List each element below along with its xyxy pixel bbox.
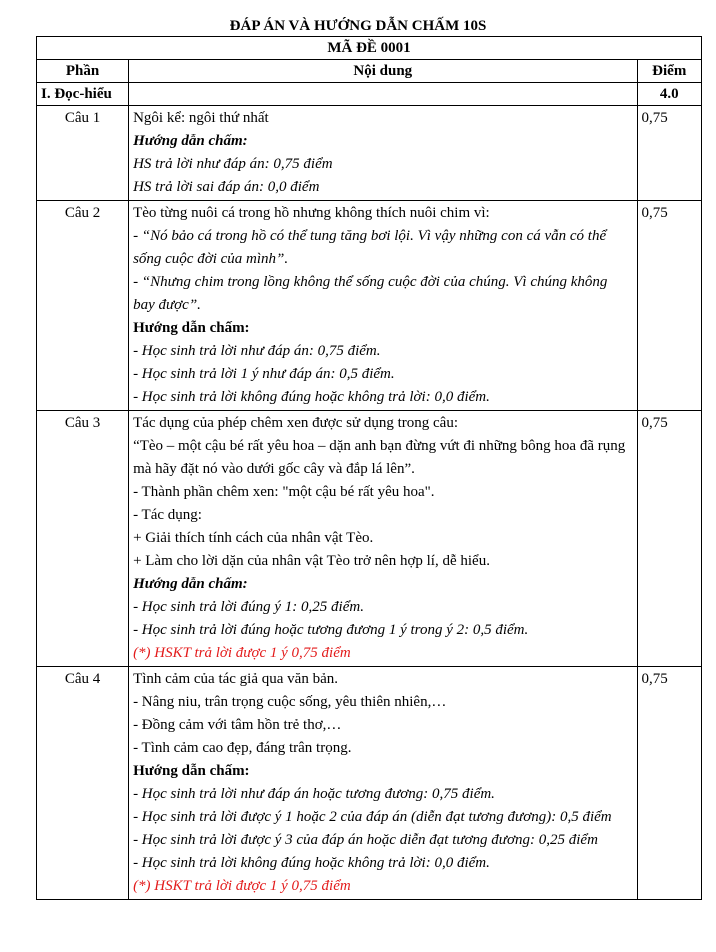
content-line: - “Nó bảo cá trong hồ có thể tung tăng bơi lội. Vì vậy những con cá vẫn có thể sống cuộc đời của mình”. [133, 228, 607, 267]
question-number: Câu 1 [37, 106, 129, 201]
content-line: - Thành phần chêm xen: "một cậu bé rất yêu hoa". [133, 484, 435, 500]
content-line: - Học sinh trả lời như đáp án hoặc tương đương: 0,75 điểm. [133, 786, 495, 802]
question-number: Câu 3 [37, 411, 129, 667]
content-line: “Tèo – một cậu bé rất yêu hoa – dặn anh bạn đừng vứt đi những bông hoa đã rụng mà hãy đặt nó vào dưới gốc cây và đắp lá lên”. [133, 438, 626, 477]
content-line: - Học sinh trả lời như đáp án: 0,75 điểm. [133, 343, 381, 359]
question-score: 0,75 [637, 667, 702, 900]
special-note: (*) HSKT trả lời được 1 ý 0,75 điểm [133, 878, 351, 894]
content-line: Ngôi kể: ngôi thứ nhất [133, 110, 269, 126]
question-content [129, 106, 637, 201]
question-row [37, 201, 702, 411]
header-content: Nội dung [129, 60, 637, 83]
section-score: 4.0 [637, 83, 702, 106]
question-row [37, 106, 702, 201]
exam-code-row [37, 37, 702, 60]
content-line: Tác dụng của phép chêm xen được sử dụng trong câu: [133, 415, 458, 431]
question-row [37, 411, 702, 667]
content-line: - Nâng niu, trân trọng cuộc sống, yêu thiên nhiên,… [133, 694, 447, 710]
section-row [37, 83, 702, 106]
question-content [129, 667, 637, 900]
content-line: - Học sinh trả lời không đúng hoặc không trả lời: 0,0 điểm. [133, 389, 490, 405]
question-content [129, 411, 637, 667]
content-line: HS trả lời như đáp án: 0,75 điểm [133, 156, 333, 172]
grading-guide-heading: Hướng dẫn chấm: [133, 320, 250, 336]
header-row [37, 60, 702, 83]
document-title: ĐÁP ÁN VÀ HƯỚNG DẪN CHẤM 10S [229, 18, 487, 34]
special-note: (*) HSKT trả lời được 1 ý 0,75 điểm [133, 645, 351, 661]
grading-guide-heading: Hướng dẫn chấm: [133, 133, 248, 149]
grading-guide-heading: Hướng dẫn chấm: [133, 576, 248, 592]
content-line: - Tình cảm cao đẹp, đáng trân trọng. [133, 740, 352, 756]
content-line: - Tác dụng: [133, 507, 202, 523]
content-line: - Học sinh trả lời được ý 3 của đáp án hoặc diễn đạt tương đương: 0,25 điểm [133, 832, 598, 848]
content-line: + Làm cho lời dặn của nhân vật Tèo trở nên hợp lí, dễ hiểu. [133, 553, 490, 569]
question-rows [37, 106, 702, 900]
answer-key-table [36, 36, 702, 900]
question-score: 0,75 [637, 411, 702, 667]
question-score: 0,75 [637, 201, 702, 411]
question-content [129, 201, 637, 411]
header-score: Điểm [637, 60, 702, 83]
content-line: - Học sinh trả lời không đúng hoặc không trả lời: 0,0 điểm. [133, 855, 490, 871]
content-line: - Học sinh trả lời được ý 1 hoặc 2 của đáp án (diễn đạt tương đương): 0,5 điểm [133, 809, 612, 825]
content-line: Tèo từng nuôi cá trong hồ nhưng không thích nuôi chim vì: [133, 205, 490, 221]
section-empty-cell [129, 83, 637, 106]
content-line: + Giải thích tính cách của nhân vật Tèo. [133, 530, 374, 546]
content-line: - Học sinh trả lời 1 ý như đáp án: 0,5 điểm. [133, 366, 395, 382]
exam-code: MÃ ĐỀ 0001 [37, 37, 702, 60]
content-line: HS trả lời sai đáp án: 0,0 điểm [133, 179, 320, 195]
content-line: - “Nhưng chim trong lồng không thể sống cuộc đời của chúng. Vì chúng không bay được”. [133, 274, 608, 313]
content-line: - Học sinh trả lời đúng ý 1: 0,25 điểm. [133, 599, 364, 615]
header-part: Phần [37, 60, 129, 83]
content-line: - Học sinh trả lời đúng hoặc tương đương 1 ý trong ý 2: 0,5 điểm. [133, 622, 529, 638]
question-number: Câu 4 [37, 667, 129, 900]
section-label: I. Đọc-hiểu [37, 83, 129, 106]
question-number: Câu 2 [37, 201, 129, 411]
question-score: 0,75 [637, 106, 702, 201]
question-row [37, 667, 702, 900]
content-line: Tình cảm của tác giả qua văn bản. [133, 671, 338, 687]
grading-guide-heading: Hướng dẫn chấm: [133, 763, 250, 779]
content-line: - Đồng cảm với tâm hồn trẻ thơ,… [133, 717, 342, 733]
